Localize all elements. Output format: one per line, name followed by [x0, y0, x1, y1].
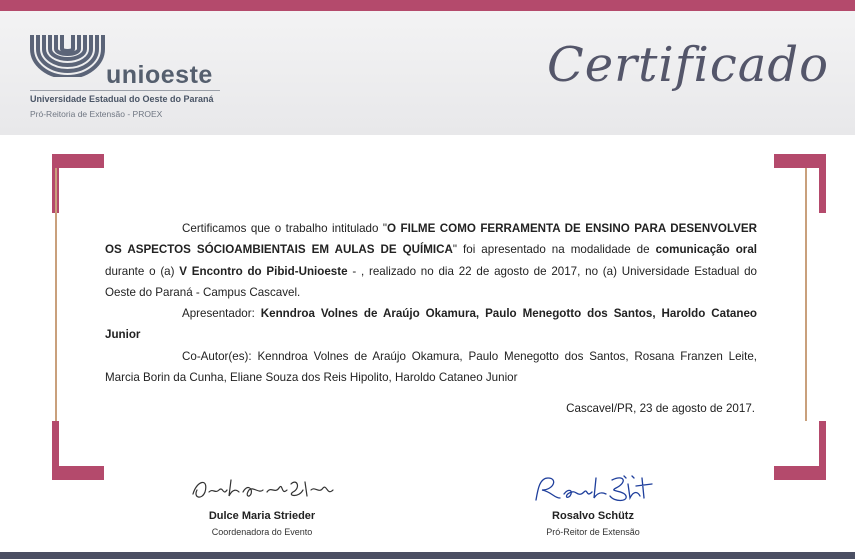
coauthor-names: Kenndroa Volnes de Araújo Okamura, Paulo Menegotto dos Santos, Rosana Franzen Leite, Marcia Borin da Cunha, Eliane Souza dos Reis Hipolito, Haroldo Cataneo Junior — [105, 349, 757, 385]
certificate-body — [105, 218, 757, 388]
modality-intro: " foi apresentado na modalidade de — [452, 243, 656, 257]
certification-paragraph — [105, 218, 757, 303]
corner-bracket-bottom-right — [774, 421, 826, 480]
provost-role: Pró-Reitor de Extensão — [546, 527, 640, 537]
presenter-names: Kenndroa Volnes de Araújo Okamura, Paulo Menegotto dos Santos, Haroldo Cataneo Junior — [105, 307, 757, 342]
handwritten-signature — [528, 470, 658, 506]
provost-name: Rosalvo Schütz — [552, 510, 634, 522]
logo-divider — [30, 90, 220, 91]
event-details: - , realizado no dia 22 de agosto de 2017, no (a) Universidade Estadual do Oeste do Paraná - Campus Cascavel. — [105, 264, 757, 299]
event-intro: durante o (a) — [105, 264, 180, 278]
university-name: Universidade Estadual do Oeste do Paraná — [30, 94, 214, 104]
corner-bracket-top-left — [52, 154, 104, 213]
coauthor-paragraph — [105, 346, 757, 389]
modality: comunicação oral — [655, 243, 757, 257]
side-line-right — [805, 168, 807, 421]
coordinator-name: Dulce Maria Strieder — [208, 510, 316, 522]
unioeste-logo-icon — [30, 35, 105, 77]
corner-bracket-top-right — [774, 154, 826, 213]
bottom-footer-bar — [0, 552, 855, 559]
signature-block-coordinator — [137, 470, 387, 537]
work-title: O FILME COMO FERRAMENTA DE ENSINO PARA DESENVOLVER OS ASPECTOS SÓCIOAMBIENTAIS EM AULAS DE QUÍMICA — [105, 222, 757, 257]
handwritten-signature — [187, 470, 337, 506]
logo-wordmark: unioeste — [106, 61, 213, 89]
presenter-label: Apresentador: — [182, 307, 261, 321]
coauthor-label: Co-Autor(es): — [182, 349, 258, 363]
top-accent-bar — [0, 0, 855, 11]
event-name: V Encontro do Pibid-Unioeste — [179, 264, 348, 278]
coordinator-role: Coordenadora do Evento — [211, 527, 313, 537]
corner-bracket-bottom-left — [52, 421, 104, 480]
signature-block-provost — [468, 470, 718, 537]
certificate-header — [0, 11, 855, 135]
department-name: Pró-Reitoria de Extensão - PROEX — [30, 109, 163, 119]
side-line-left — [55, 168, 57, 421]
presenter-paragraph — [105, 303, 757, 346]
certificate-title: Certificado — [547, 37, 829, 93]
intro-text: Certificamos que o trabalho intitulado " — [182, 222, 388, 235]
issue-date: Cascavel/PR, 23 de agosto de 2017. — [566, 402, 755, 415]
